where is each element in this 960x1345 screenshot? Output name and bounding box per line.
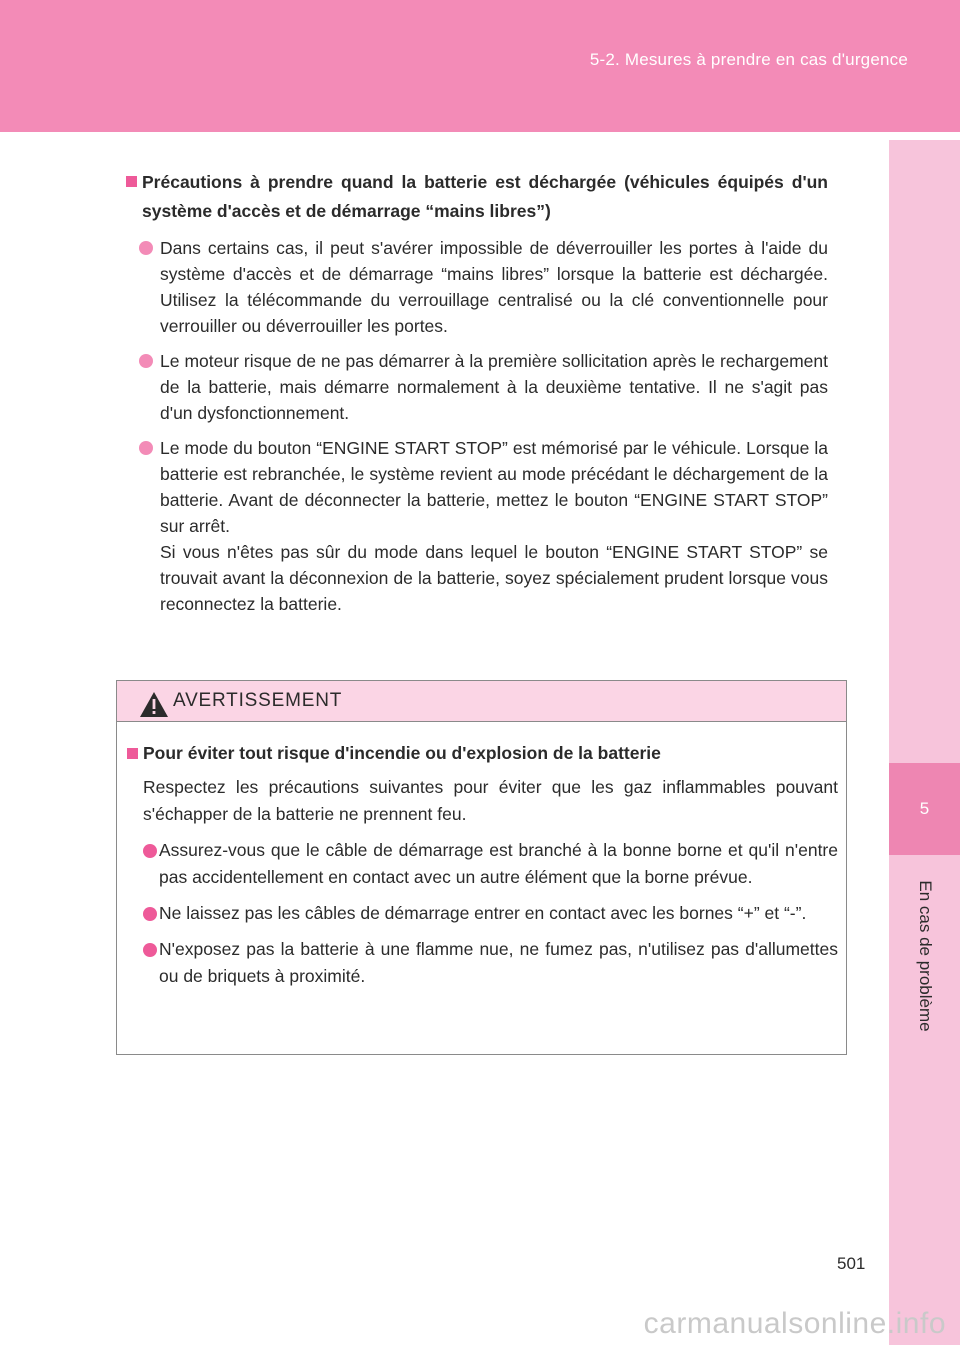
round-bullet-icon <box>143 907 157 921</box>
round-bullet-icon <box>143 844 157 858</box>
square-bullet-icon <box>127 748 138 759</box>
warning-list-item-text: N'exposez pas la batterie à une flamme nue, ne fumez pas, n'utilisez pas d'allumettes ou de briquets à proximité. <box>159 939 838 986</box>
section-breadcrumb: 5-2. Mesures à prendre en cas d'urgence <box>589 50 908 69</box>
list-item <box>126 348 828 426</box>
list-item-text: Le mode du bouton “ENGINE START STOP” est mémorisé par le véhicule. Lorsque la batterie est rebranchée, le système revient au mode précédant le déchargement de la batterie. Avant de déconnecter la batterie, mettez le bouton “ENGINE START STOP” sur arrêt. <box>160 438 828 536</box>
section-heading <box>126 168 828 226</box>
round-bullet-icon <box>143 943 157 957</box>
chapter-label-container <box>889 866 960 1046</box>
list-item-continuation: Si vous n'êtes pas sûr du mode dans lequel le bouton “ENGINE START STOP” se trouvait avant la déconnexion de la batterie, soyez spécialement prudent lorsque vous reconnectez la batterie. <box>160 542 828 614</box>
warning-header <box>117 681 846 722</box>
chapter-label: En cas de problème <box>915 880 935 1032</box>
page-number: 501 <box>837 1254 866 1273</box>
page-header <box>0 0 960 132</box>
list-item <box>126 435 828 617</box>
warning-heading-text: Pour éviter tout risque d'incendie ou d'explosion de la batterie <box>143 743 661 763</box>
warning-list-item-text: Assurez-vous que le câble de démarrage est branché à la bonne borne et qu'il n'entre pas accidentellement en contact avec un autre élément que la borne prévue. <box>159 840 838 887</box>
main-content <box>126 168 828 617</box>
warning-list-item-text: Ne laissez pas les câbles de démarrage entrer en contact avec les bornes “+” et “-”. <box>159 903 807 923</box>
square-bullet-icon <box>126 176 137 187</box>
warning-triangle-icon <box>139 691 169 718</box>
watermark: carmanualsonline.info <box>643 1307 946 1340</box>
warning-list-item <box>127 837 838 891</box>
round-bullet-icon <box>139 441 153 455</box>
chapter-side-tab <box>889 140 960 1345</box>
warning-title: AVERTISSEMENT <box>173 690 343 711</box>
warning-intro: Respectez les précautions suivantes pour éviter que les gaz inflammables pouvant s'échapper de la batterie ne prennent feu. <box>143 777 838 824</box>
warning-list-item <box>127 936 838 990</box>
chapter-number: 5 <box>889 763 960 855</box>
section-heading-text: Précautions à prendre quand la batterie est déchargée (véhicules équipés d'un système d'accès et de démarrage “mains libres”) <box>142 172 828 221</box>
warning-heading <box>127 740 838 766</box>
round-bullet-icon <box>139 241 153 255</box>
round-bullet-icon <box>139 354 153 368</box>
warning-list-item <box>127 900 838 927</box>
list-item-text: Dans certains cas, il peut s'avérer impossible de déverrouiller les portes à l'aide du système d'accès et de démarrage “mains libres” lorsque la batterie est déchargée. Utilisez la télécommande du verrouillage centralisé ou la clé conventionnelle pour verrouiller ou déverrouiller les portes. <box>160 238 828 336</box>
list-item <box>126 235 828 339</box>
list-item-text: Le moteur risque de ne pas démarrer à la première sollicitation après le rechargement de la batterie, mais démarre normalement à la deuxième tentative. Il ne s'agit pas d'un dysfonctionnement. <box>160 351 828 423</box>
warning-box <box>116 680 847 1055</box>
warning-body <box>117 722 846 990</box>
